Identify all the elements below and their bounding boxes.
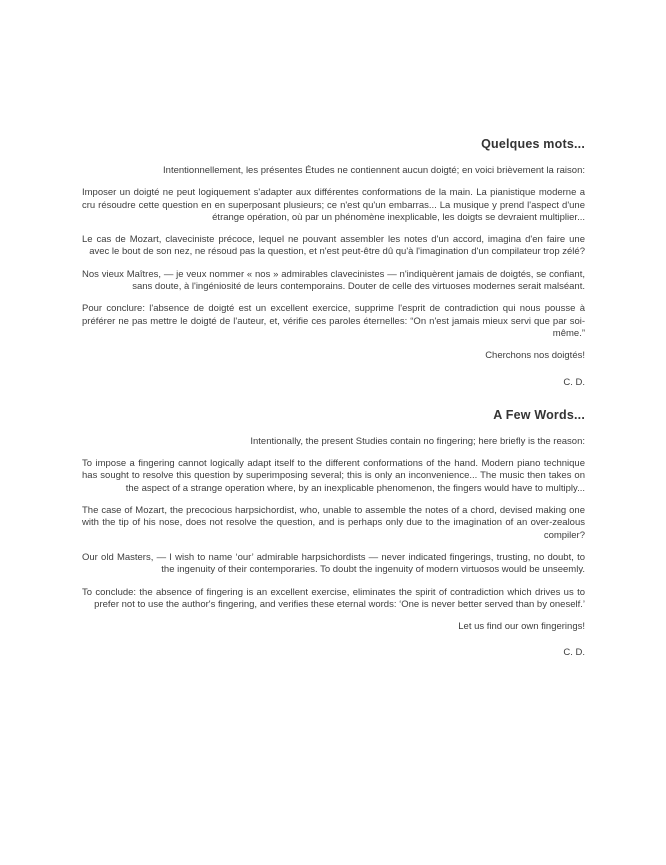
english-paragraph-1: To impose a fingering cannot logically adapt itself to the different conformations of the hand. Modern piano technique has sought to resolve this question by superimposing several; this is only an inconvenience... The music then takes on the aspect of a strange operation where, by an inexplicable phenomenon, the fingers would have to multiply... xyxy=(82,458,585,494)
french-paragraph-2: Le cas de Mozart, claveciniste précoce, lequel ne pouvant assembler les notes d'un accord, imagina d'en faire une avec le bout de son nez, ne résoud pas la question, et n'est peut-être dû qu'à l'imagination d'un compilateur trop zélé? xyxy=(82,234,585,258)
french-heading: Quelques mots... xyxy=(481,137,585,151)
french-section xyxy=(82,137,585,389)
english-intro: Intentionally, the present Studies contain no fingering; here briefly is the reason: xyxy=(250,435,585,447)
english-paragraph-4: To conclude: the absence of fingering is an excellent exercise, eliminates the spirit of contradiction which drives us to prefer not to use the author's fingering, and verifies these eternal words: ‘One is never better served than by oneself.’ xyxy=(82,586,585,610)
page-content xyxy=(82,137,585,660)
english-signature: C. D. xyxy=(563,647,585,659)
french-intro: Intentionnellement, les présentes Études ne contiennent aucun doigté; en voici brièvement la raison: xyxy=(163,165,585,176)
french-paragraph-1: Imposer un doigté ne peut logiquement s'adapter aux différentes conformations de la main. La pianistique moderne a cru résoudre cette question en en superposant plusieurs; ce n'est qu'un embarras... La musique y prend l'aspect d'une étrange opération, où par un phénomène inexplicable, les doigts se devraient multiplier... xyxy=(82,187,585,223)
english-closing: Let us find our own fingerings! xyxy=(458,621,585,633)
english-paragraph-3: Our old Masters, — I wish to name ‘our’ admirable harpsichordists — never indicated fingerings, trusting, no doubt, to the ingenuity of their contemporaries. To doubt the ingenuity of modern virtuosos would be unseemly. xyxy=(82,551,585,576)
english-paragraph-2: The case of Mozart, the precocious harpsichordist, who, unable to assemble the notes of a chord, devised making one with the tip of his nose, does not resolve the question, and is perhaps only due to the imagination of an over-zealous compiler? xyxy=(82,505,585,541)
english-section xyxy=(82,408,585,660)
french-paragraph-4: Pour conclure: l'absence de doigté est un excellent exercice, supprime l'esprit de contradiction qui nous pousse à préférer ne pas mettre le doigté de l'auteur, et, vérifie ces paroles éternelles: “On n'est jamais mieux servi que par soi-même.” xyxy=(82,303,585,339)
french-paragraph-3: Nos vieux Maîtres, — je veux nommer « nos » admirables clavecinistes — n'indiquèrent jamais de doigtés, se confiant, sans doute, à l'ingéniosité de leurs contemporains. Douter de celle des virtuoses modernes serait malséant. xyxy=(82,268,585,293)
english-heading: A Few Words... xyxy=(493,407,585,422)
french-signature: C. D. xyxy=(563,376,585,388)
french-closing: Cherchons nos doigtés! xyxy=(485,350,585,362)
